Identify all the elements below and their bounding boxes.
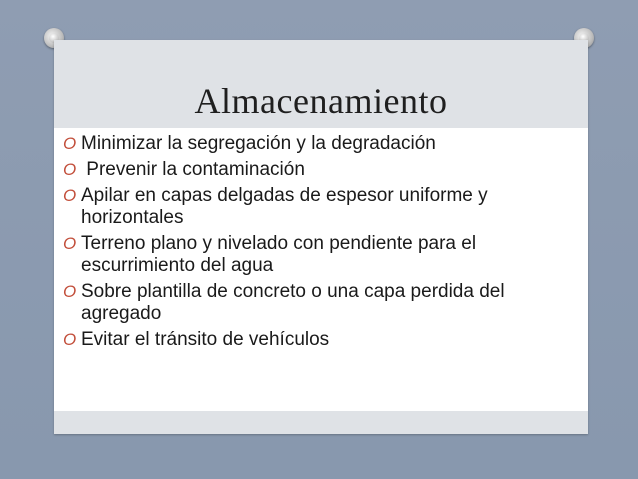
bullet-marker: O (63, 282, 77, 301)
bullet-marker: O (63, 160, 77, 179)
bullet-marker: O (63, 330, 77, 349)
bullet-item (63, 233, 563, 277)
bullet-item (63, 185, 563, 229)
bullet-marker: O (63, 234, 77, 253)
bullet-item (63, 159, 563, 181)
bullet-text: Terreno plano y nivelado con pendiente para el escurrimiento del agua (81, 233, 477, 276)
bullet-text: Prevenir la contaminación (81, 159, 305, 180)
bullet-item (63, 281, 563, 325)
bullet-marker: O (63, 134, 77, 153)
bullet-item (63, 133, 563, 155)
bullet-item (63, 329, 563, 351)
bullet-marker: O (63, 186, 77, 205)
bullet-text: Minimizar la segregación y la degradación (81, 133, 436, 154)
bullet-text: Sobre plantilla de concreto o una capa perdida del agregado (81, 281, 505, 324)
bullet-list (63, 133, 563, 355)
slide-title: Almacenamiento (194, 81, 448, 121)
bullet-text: Apilar en capas delgadas de espesor uniforme y horizontales (81, 185, 488, 228)
bullet-text: Evitar el tránsito de vehículos (81, 329, 330, 350)
